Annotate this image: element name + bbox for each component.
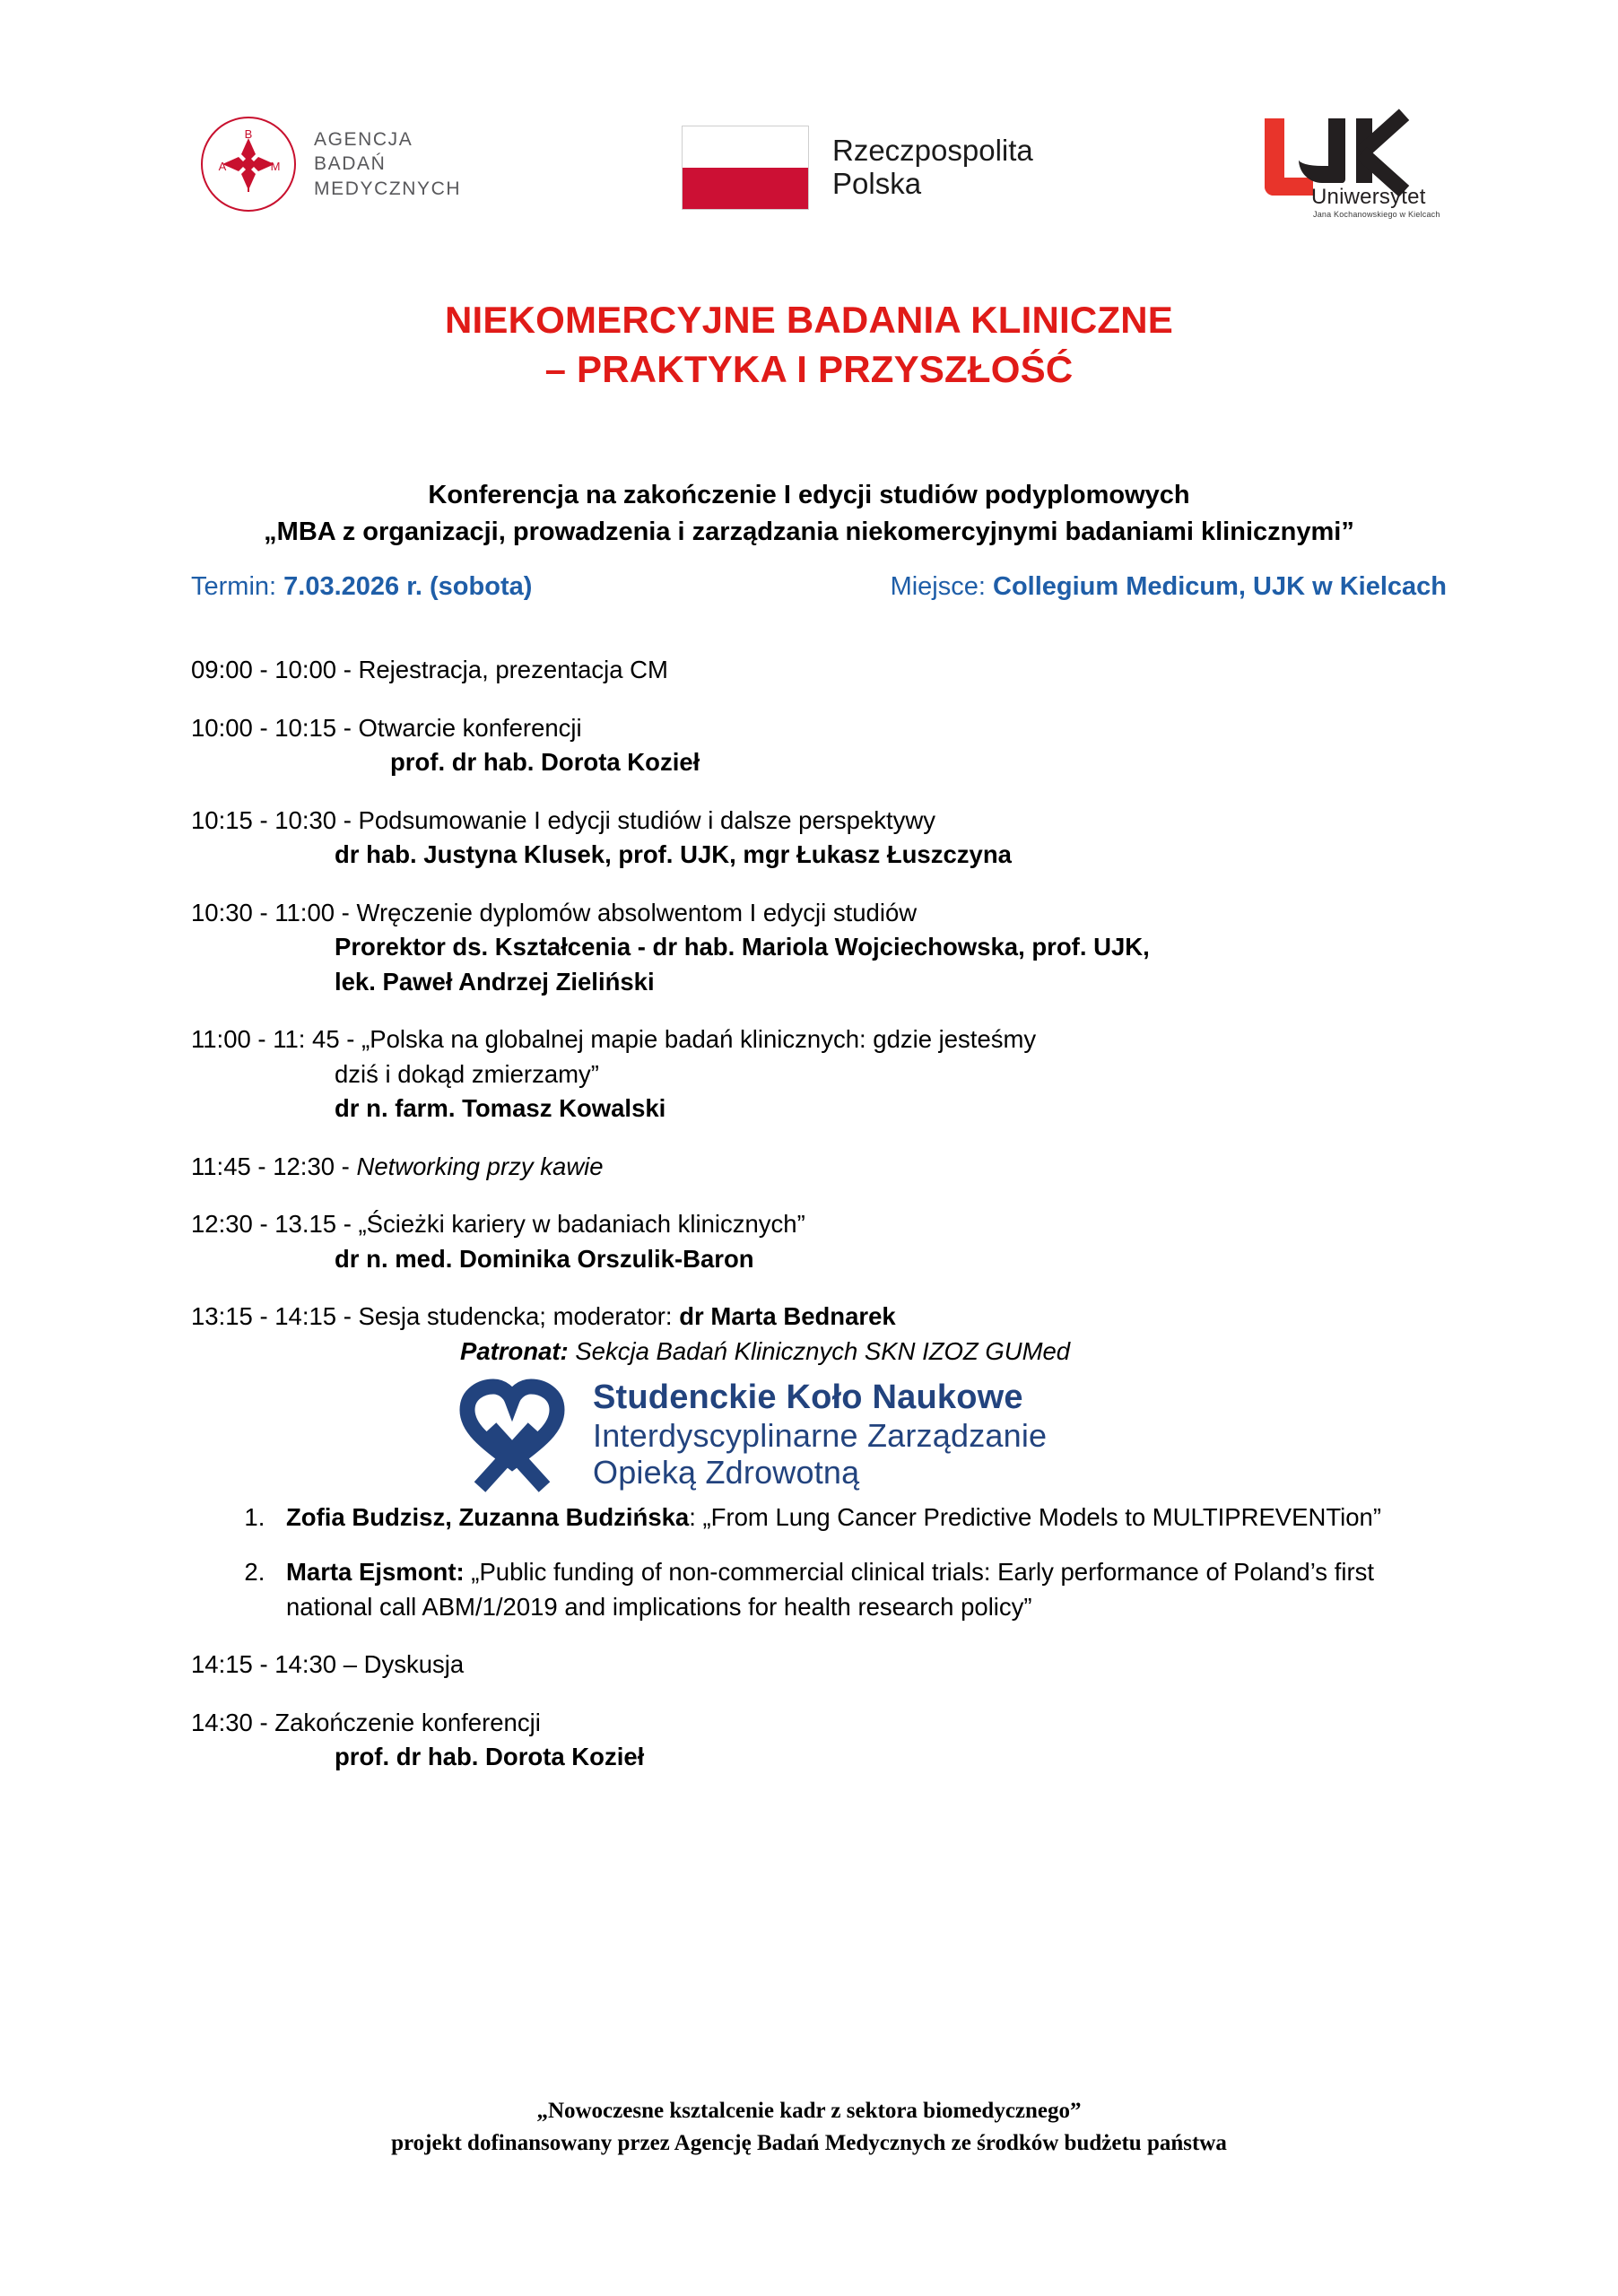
agenda-text: Otwarcie konferencji: [358, 713, 582, 742]
abm-text-line3: MEDYCZNYCH: [314, 178, 462, 199]
skn-logo-text: [593, 1378, 1047, 1492]
talk-authors: Zofia Budzisz, Zuzanna Budzińska: [286, 1503, 690, 1531]
page-subtitle-line1: Konferencja na zakończenie I edycji studiów podyplomowych: [428, 481, 1190, 509]
patronage-line: [191, 1335, 1465, 1370]
rp-logo-text: [832, 135, 1033, 201]
polish-flag-icon: [682, 126, 809, 210]
abm-logo: [199, 115, 461, 213]
agenda-item-line: [191, 1302, 896, 1330]
agenda-text: Dyskusja: [363, 1650, 465, 1679]
agenda-speaker: prof. dr hab. Dorota Kozieł: [390, 748, 700, 776]
agenda-item-line: [191, 656, 668, 683]
rp-text-line2: Polska: [832, 167, 922, 200]
abm-emblem-icon: [199, 115, 298, 213]
agenda-speaker: dr hab. Justyna Klusek, prof. UJK, mgr Łukasz Łuszczyna: [335, 840, 1012, 868]
talk-title: : „From Lung Cancer Predictive Models to MULTIPREVENTion”: [689, 1503, 1381, 1531]
agenda-time: 10:30 - 11:00 -: [191, 898, 357, 926]
agenda-moderator: dr Marta Bednarek: [679, 1302, 896, 1330]
agenda-time: 11:00 - 11: 45 -: [191, 1025, 362, 1053]
agenda-time: 10:00 - 10:15 -: [191, 713, 359, 742]
agenda-text-italic: Networking przy kawie: [356, 1152, 604, 1180]
agenda-time: 11:45 - 12:30 -: [191, 1152, 357, 1180]
flag-red-band: [683, 168, 808, 209]
agenda-item-line: [191, 1152, 604, 1180]
ujk-logo: [1263, 118, 1451, 228]
agenda-item: [191, 896, 1465, 1000]
agenda-item-line: [191, 1709, 541, 1736]
patronage-value: Sekcja Badań Klinicznych SKN IZOZ GUMed: [575, 1336, 1071, 1365]
skn-line3: Opieką Zdrowotną: [593, 1454, 860, 1492]
logo-bar: [0, 115, 1618, 240]
agenda-item-line: [191, 714, 582, 742]
footer-line2: projekt dofinansowany przez Agencję Badań Medycznych ze środków budżetu państwa: [391, 2130, 1227, 2155]
skn-line2: Interdyscyplinarne Zarządzanie: [593, 1416, 1048, 1454]
agenda-item-line: [191, 1210, 805, 1238]
ujk-letter-j: [1299, 118, 1345, 183]
agenda-text: „Ścieżki kariery w badaniach klinicznych”: [358, 1210, 805, 1238]
abm-logo-text: [314, 127, 461, 201]
agenda-text: Rejestracja, prezentacja CM: [358, 656, 668, 683]
skn-line1: Studenckie Koło Naukowe: [593, 1378, 1023, 1416]
ujk-subtitle: Jana Kochanowskiego w Kielcach: [1313, 210, 1440, 219]
agenda-time: 14:15 - 14:30 –: [191, 1650, 364, 1679]
agenda-time: 12:30 - 13.15 -: [191, 1210, 359, 1238]
agenda-item-student-session: [191, 1300, 1465, 1624]
page-title-line2: – PRAKTYKA I PRZYSZŁOŚĆ: [544, 347, 1074, 390]
agenda-time: 14:30 -: [191, 1708, 275, 1736]
agenda-text-continued: dziś i dokąd zmierzamy”: [335, 1059, 599, 1088]
agenda-time: 13:15 - 14:15 -: [191, 1302, 359, 1330]
agenda-list: [191, 653, 1465, 1798]
agenda-item-line: [191, 1650, 464, 1678]
footer-line1: „Nowoczesne ksztalcenie kadr z sektora biomedycznego”: [536, 2099, 1082, 2123]
ujk-letter-k: [1356, 118, 1419, 183]
agenda-speaker: dr n. med. Dominika Orszulik-Baron: [335, 1244, 754, 1273]
agenda-item-line: [191, 806, 935, 834]
talk-authors: Marta Ejsmont:: [286, 1558, 465, 1587]
agenda-speaker: prof. dr hab. Dorota Kozieł: [335, 1743, 645, 1771]
rzeczpospolita-polska-logo: [682, 126, 1033, 210]
agenda-item-line: [191, 1025, 1036, 1053]
agenda-text: Wręczenie dyplomów absolwentom I edycji studiów: [356, 898, 918, 926]
page-title-line1: NIEKOMERCYJNE BADANIA KLINICZNE: [444, 299, 1173, 341]
student-talks-list: [191, 1500, 1465, 1624]
page-subtitle-line2: „MBA z organizacji, prowadzenia i zarządzania niekomercyjnymi badaniami klinicznymi”: [264, 517, 1354, 547]
ujk-word: Uniwersytet: [1311, 185, 1426, 209]
agenda-text: Sesja studencka; moderator:: [358, 1302, 680, 1330]
page-subtitle: [0, 477, 1618, 551]
agenda-text: Podsumowanie I edycji studiów i dalsze perspektywy: [358, 805, 936, 834]
agenda-speaker: Prorektor ds. Kształcenia - dr hab. Mariola Wojciechowska, prof. UJK,: [335, 933, 1150, 961]
event-date: [191, 572, 532, 602]
agenda-speaker: lek. Paweł Andrzej Zieliński: [335, 967, 655, 996]
event-place: [891, 572, 1447, 602]
agenda-item: [191, 711, 1465, 780]
patronage-label: Patronat:: [460, 1336, 576, 1365]
abm-text-line1: AGENCJA: [314, 129, 413, 151]
agenda-speaker: dr n. farm. Tomasz Kowalski: [335, 1094, 666, 1122]
list-item: [272, 1554, 1465, 1624]
agenda-item: [191, 804, 1465, 873]
skn-heart-ribbon-icon: [451, 1376, 573, 1494]
event-date-value: 7.03.2026 r. (sobota): [283, 572, 533, 601]
talk-title: „Public funding of non-commercial clinical trials: Early performance of Poland’s first national call ABM/1/2019 and implications for health research policy”: [286, 1558, 1374, 1622]
abm-text-line2: BADAŃ: [314, 153, 387, 175]
agenda-text: Zakończenie konferencji: [274, 1708, 541, 1736]
agenda-time: 10:15 - 10:30 -: [191, 805, 359, 834]
agenda-text: „Polska na globalnej mapie badań klinicznych: gdzie jesteśmy: [361, 1025, 1037, 1053]
page-title: [0, 296, 1618, 394]
list-item: [272, 1500, 1465, 1535]
flag-white-band: [683, 126, 808, 168]
agenda-item: [191, 1706, 1465, 1775]
agenda-item: [191, 1648, 1465, 1683]
rp-text-line1: Rzeczpospolita: [832, 134, 1033, 168]
event-place-label: Miejsce:: [890, 572, 993, 601]
event-meta-row: [191, 572, 1447, 602]
skn-logo: [451, 1376, 1465, 1494]
abm-letter-b: B: [244, 127, 253, 141]
agenda-item: [191, 1207, 1465, 1276]
agenda-time: 09:00 - 10:00 -: [191, 656, 359, 683]
abm-letter-m: M: [270, 160, 281, 173]
event-date-label: Termin:: [191, 572, 284, 601]
abm-letter-a: A: [218, 160, 227, 173]
event-place-value: Collegium Medicum, UJK w Kielcach: [993, 572, 1447, 601]
agenda-item: [191, 1022, 1465, 1126]
funding-footer: [0, 2095, 1618, 2159]
agenda-item: [191, 653, 1465, 688]
agenda-item-line: [191, 899, 917, 926]
agenda-item: [191, 1150, 1465, 1185]
